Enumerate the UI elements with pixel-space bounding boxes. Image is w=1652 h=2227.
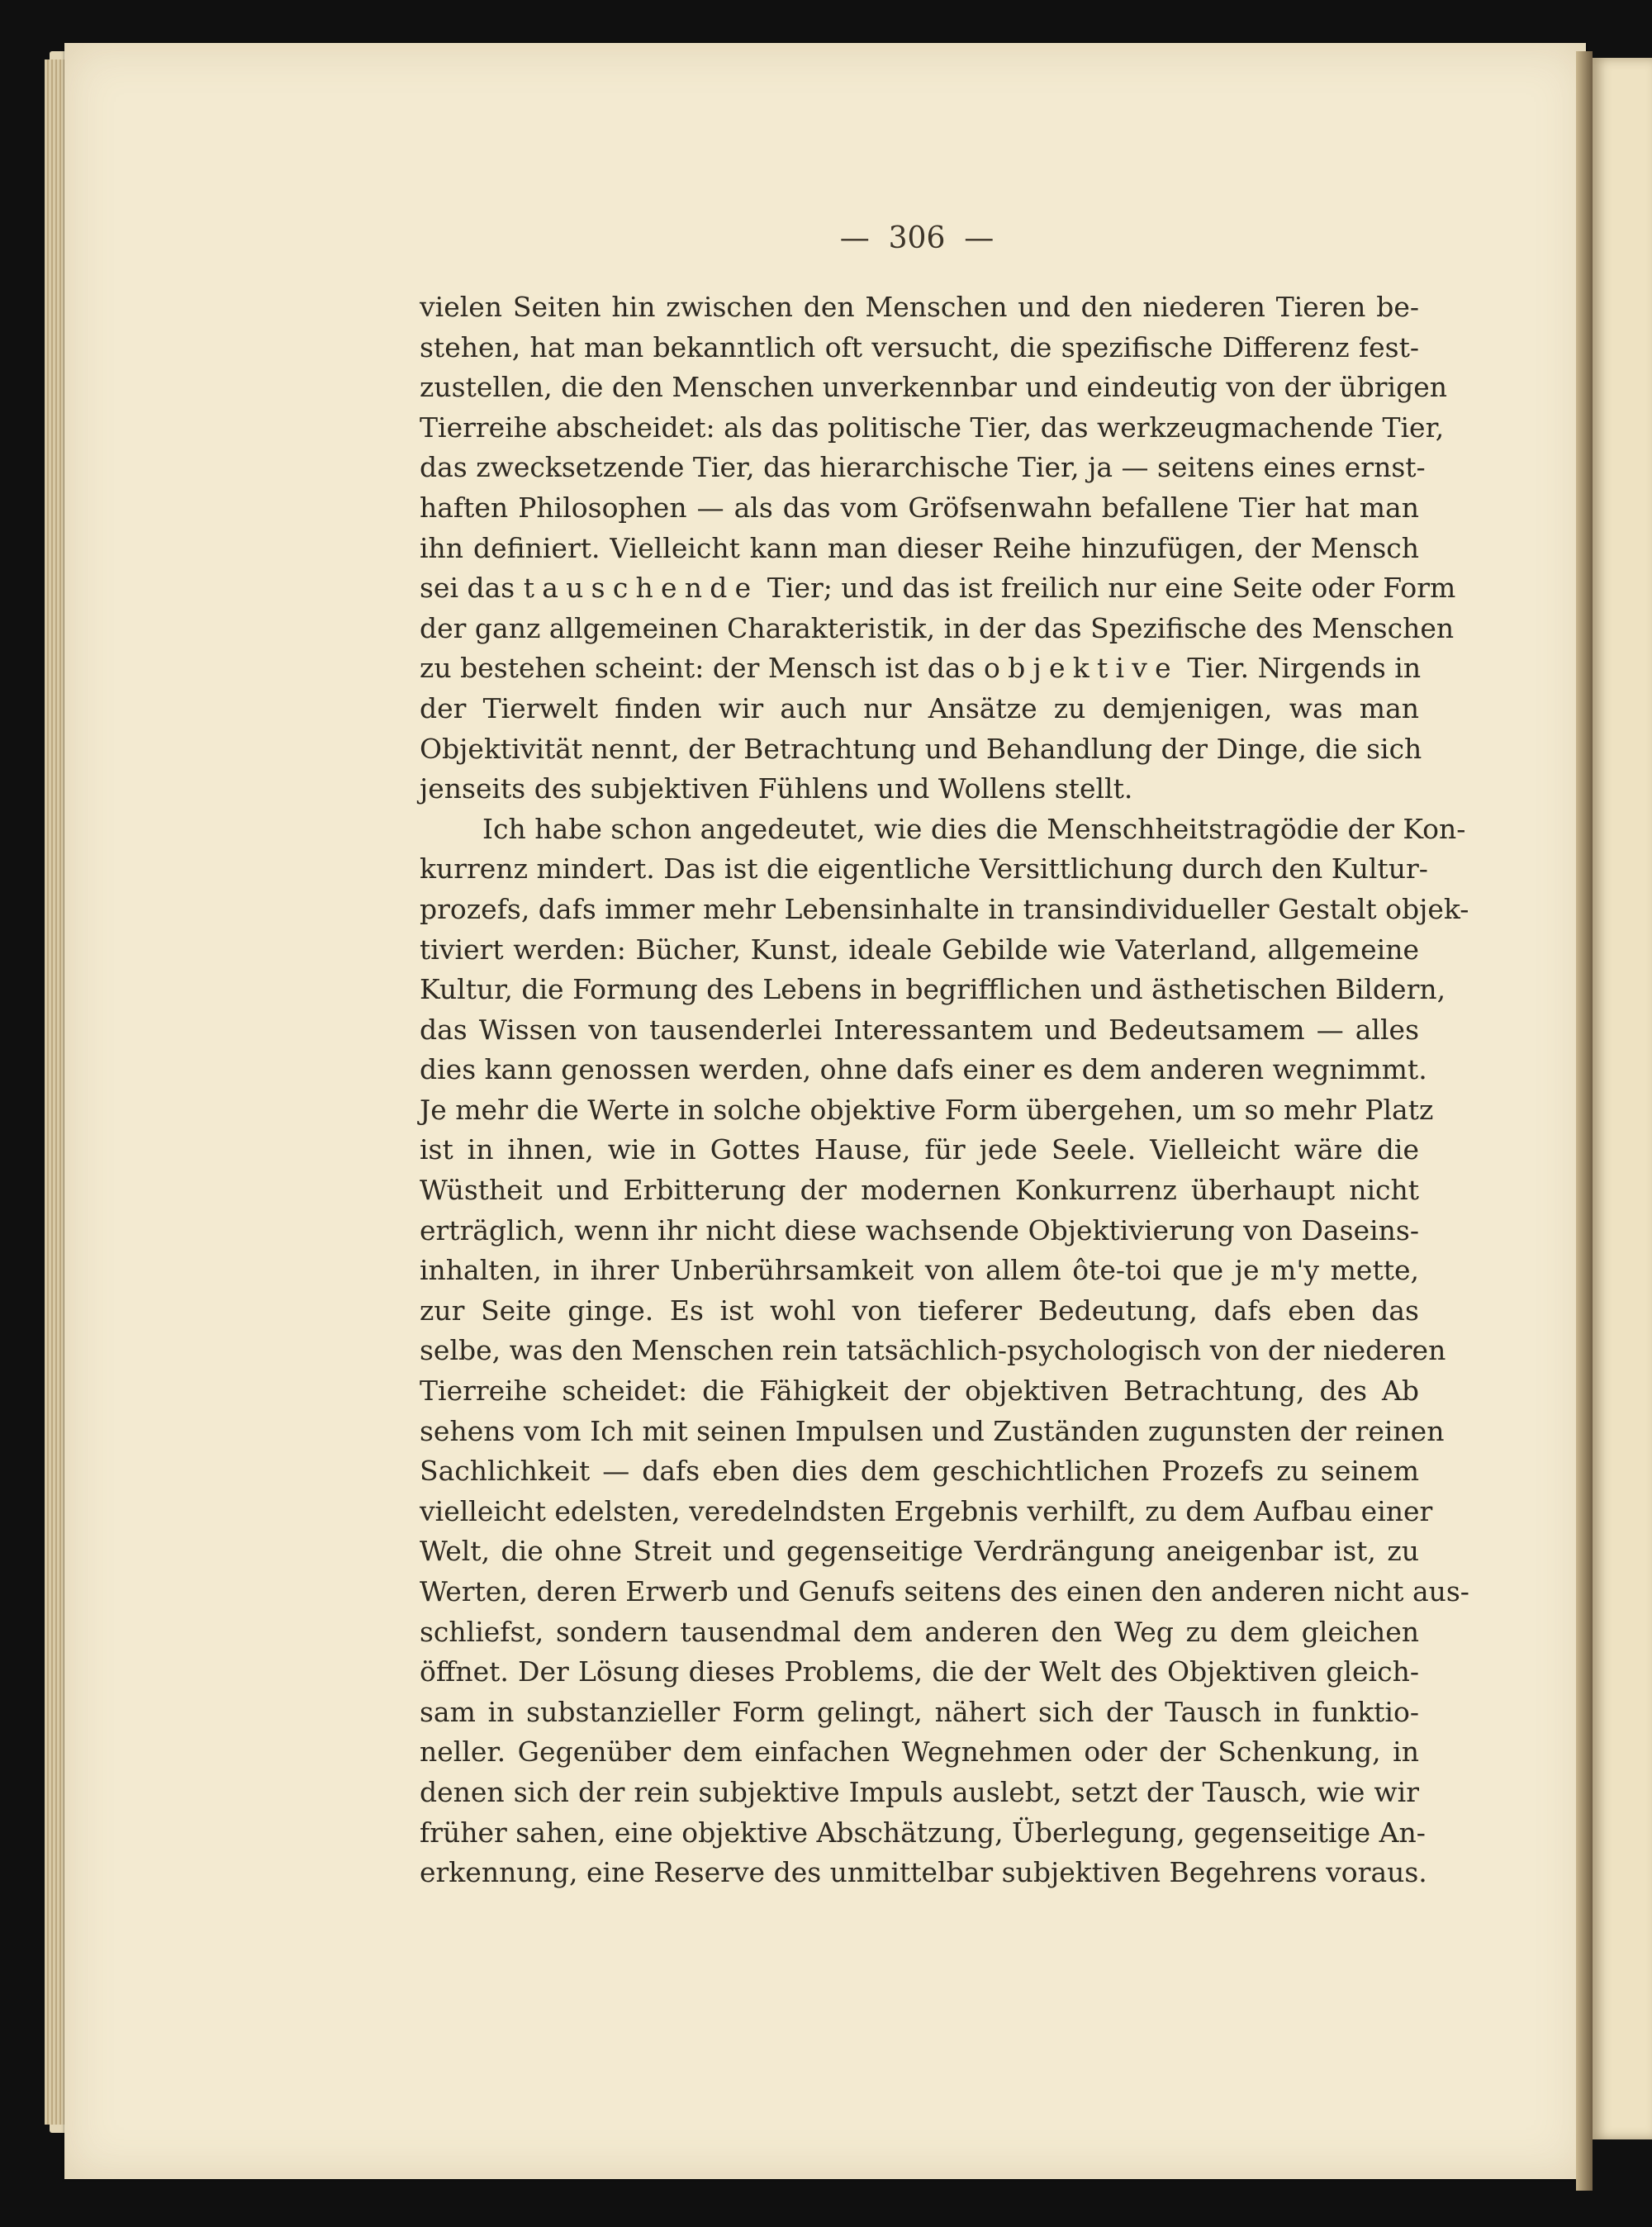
text-line xyxy=(420,1130,1419,1170)
text-line xyxy=(420,890,1469,930)
text-line xyxy=(420,1773,1419,1813)
text-line xyxy=(420,729,1422,770)
text-line xyxy=(420,368,1447,408)
text-line xyxy=(420,1572,1469,1612)
text-line xyxy=(420,1371,1419,1412)
text-line xyxy=(420,648,1422,689)
text-line xyxy=(420,1732,1419,1773)
text-segment: denen sich der rein subjektive Impuls auslebt, setzt der Tausch, wie wir xyxy=(420,1775,1419,1808)
text-segment: Welt, die ohne Streit und gegenseitige Verdrängung aneigenbar ist, zu xyxy=(420,1535,1419,1568)
text-line xyxy=(420,1492,1433,1532)
text-line xyxy=(420,1853,1427,1893)
text-segment: schliefst, sondern tausendmal dem anderen den Weg zu dem gleichen xyxy=(420,1615,1419,1648)
text-line xyxy=(420,1612,1419,1653)
text-segment: dies kann genossen werden, ohne dafs einer es dem anderen wegnimmt. xyxy=(420,1053,1427,1086)
text-segment: Tier. Nirgends in xyxy=(1178,652,1422,685)
text-line xyxy=(420,1211,1419,1251)
text-line xyxy=(420,1412,1445,1452)
text-line xyxy=(420,689,1419,729)
body-text xyxy=(420,287,1469,1893)
text-segment: das zwecksetzende Tier, das hierarchische Tier, ja — seitens eines ernst- xyxy=(420,451,1426,484)
text-segment: zur Seite ginge. Es ist wohl von tieferer Bedeutung, dafs eben das xyxy=(420,1294,1419,1327)
text-segment: neller. Gegenüber dem einfachen Wegnehmen oder der Schenkung, in xyxy=(420,1736,1419,1769)
text-line xyxy=(420,408,1445,449)
text-line xyxy=(420,1050,1427,1090)
text-segment: stehen, hat man bekanntlich oft versucht, die spezifische Differenz fest- xyxy=(420,330,1419,363)
text-segment: das Wissen von tausenderlei Interessantem und Bedeutsamem — alles xyxy=(420,1013,1419,1046)
text-segment: Sachlichkeit — dafs eben dies dem geschichtlichen Prozefs zu seinem xyxy=(420,1455,1419,1488)
page-number: — 306 — xyxy=(839,221,995,255)
paragraph xyxy=(420,287,1456,810)
text-line xyxy=(420,769,1419,810)
text-line xyxy=(420,328,1419,368)
text-line xyxy=(420,448,1426,488)
text-segment: selbe, was den Menschen rein tatsächlich-psychologisch von der niederen xyxy=(420,1334,1446,1367)
text-line xyxy=(420,1531,1419,1572)
text-segment: vielleicht edelsten, veredelndsten Ergebnis verhilft, zu dem Aufbau einer xyxy=(420,1494,1433,1527)
text-line xyxy=(420,930,1419,971)
facing-page-edge xyxy=(1593,58,1652,2139)
text-line xyxy=(420,970,1446,1010)
text-segment: ist in ihnen, wie in Gottes Hause, für jede Seele. Vielleicht wäre die xyxy=(420,1133,1419,1166)
text-line xyxy=(420,1291,1419,1332)
text-segment: tiviert werden: Bücher, Kunst, ideale Gebilde wie Vaterland, allgemeine xyxy=(420,933,1419,966)
text-segment: ihn definiert. Vielleicht kann man dieser Reihe hinzufügen, der Mensch xyxy=(420,531,1419,564)
text-line xyxy=(420,1451,1419,1492)
paragraph xyxy=(420,810,1469,1893)
text-line xyxy=(420,810,1466,850)
text-line xyxy=(420,1090,1434,1131)
page-edges xyxy=(45,59,66,2125)
text-segment: Ich habe schon angedeutet, wie dies die Menschheitstragödie der Kon- xyxy=(482,812,1466,845)
text-line xyxy=(420,1652,1419,1693)
text-segment: inhalten, in ihrer Unberührsamkeit von allem ôte-toi que je m'y mette, xyxy=(420,1254,1419,1287)
emphasized-word: tauschende xyxy=(523,572,759,605)
text-segment: Objektivität nennt, der Betrachtung und Behandlung der Dinge, die sich xyxy=(420,732,1422,765)
text-segment: Kultur, die Formung des Lebens in begrifflichen und ästhetischen Bildern, xyxy=(420,973,1446,1006)
text-segment: erkennung, eine Reserve des unmittelbar subjektiven Begehrens voraus. xyxy=(420,1856,1427,1889)
text-line xyxy=(420,1170,1419,1211)
text-line xyxy=(420,609,1455,649)
text-segment: Wüstheit und Erbitterung der modernen Konkurrenz überhaupt nicht xyxy=(420,1174,1419,1207)
text-segment: erträglich, wenn ihr nicht diese wachsende Objektivierung von Daseins- xyxy=(420,1213,1419,1246)
text-segment: kurrenz mindert. Das ist die eigentliche Versittlichung durch den Kultur- xyxy=(420,852,1428,886)
emphasized-word: objektive xyxy=(984,652,1179,685)
text-line xyxy=(420,287,1419,328)
text-segment: Je mehr die Werte in solche objektive Form übergehen, um so mehr Platz xyxy=(420,1093,1434,1126)
text-segment: Tier; und das ist freilich nur eine Seite oder Form xyxy=(758,572,1456,605)
text-segment: haften Philosophen — als das vom Gröfsenwahn befallene Tier hat man xyxy=(420,491,1419,524)
text-line xyxy=(420,529,1419,569)
text-segment: Werten, deren Erwerb und Genufs seitens des einen den anderen nicht aus- xyxy=(420,1575,1469,1607)
text-segment: Tierreihe abscheidet: als das politische Tier, das werkzeugmachende Tier, xyxy=(420,411,1445,444)
text-line xyxy=(420,488,1419,529)
text-line xyxy=(420,1251,1419,1291)
text-segment: jenseits des subjektiven Fühlens und Wollens stellt. xyxy=(420,772,1133,805)
text-segment: zustellen, die den Menschen unverkennbar und eindeutig von der übrigen xyxy=(420,371,1447,404)
book-gutter xyxy=(1576,51,1593,2191)
text-segment: öffnet. Der Lösung dieses Problems, die der Welt des Objektiven gleich- xyxy=(420,1655,1419,1688)
text-segment: der Tierwelt finden wir auch nur Ansätze zu demjenigen, was man xyxy=(420,691,1419,724)
text-segment: sam in substanzieller Form gelingt, nähert sich der Tausch in funktio- xyxy=(420,1695,1419,1728)
text-line xyxy=(420,1813,1426,1854)
text-line xyxy=(420,1010,1419,1051)
text-line xyxy=(420,568,1456,609)
text-segment: sehens vom Ich mit seinen Impulsen und Zuständen zugunsten der reinen xyxy=(420,1414,1445,1447)
text-segment: prozefs, dafs immer mehr Lebensinhalte in transindividueller Gestalt objek- xyxy=(420,892,1469,925)
text-line xyxy=(420,849,1428,890)
text-line xyxy=(420,1331,1446,1371)
text-segment: vielen Seiten hin zwischen den Menschen und den niederen Tieren be- xyxy=(420,291,1419,323)
text-segment: Tierreihe scheidet: die Fähigkeit der objektiven Betrachtung, des Ab xyxy=(420,1375,1419,1408)
text-segment: sei das xyxy=(420,572,524,605)
text-line xyxy=(420,1693,1419,1733)
text-segment: zu bestehen scheint: der Mensch ist das xyxy=(420,652,985,685)
text-segment: früher sahen, eine objektive Abschätzung, Überlegung, gegenseitige An- xyxy=(420,1816,1426,1849)
text-segment: der ganz allgemeinen Charakteristik, in der das Spezifische des Menschen xyxy=(420,611,1455,644)
